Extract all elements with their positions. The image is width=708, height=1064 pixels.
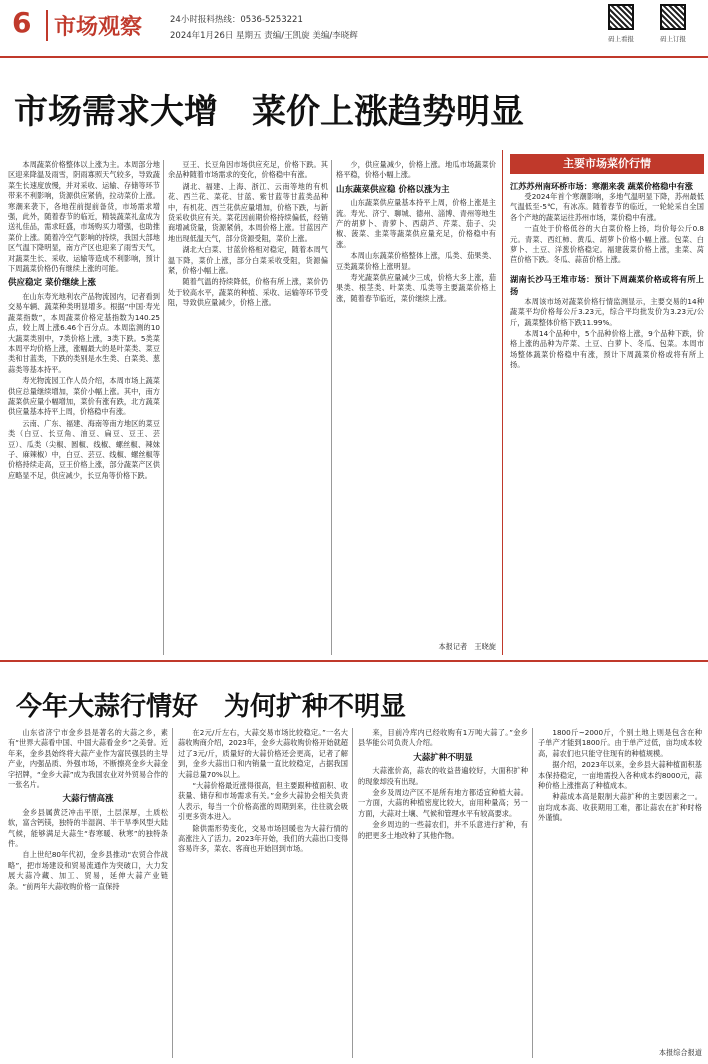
paragraph: 本周该市场对蔬菜价格行情监测显示，主要交易的14种蔬菜平均价格每公斤3.23元，综合平均批发价为3.23元/公斤，蔬菜整体价格下跌11.99%。 bbox=[510, 296, 704, 327]
paragraph: 湖北、福建、上海、浙江、云南等地的有机花、西兰花、菜花、甘蓝、紫甘蓝等甘蓝类品种中，有机花、西兰花供应量增加，价格下跌，与新货采收供应有关。菜花因前期价格持续偏低，经销商增减货量，货源紧俏，本周价格上涨。甘蓝因产地出现低温天气，部分货源受阻，菜价上涨。 bbox=[168, 181, 328, 243]
paragraph: “大蒜价格最近涨得很高，但主要跟种植面积、收获量、储存和市场需求有关。”金乡大蒜协会相关负责人表示，每当一个价格高涨的周期到来，往往就会吸引更多资本进入。 bbox=[178, 781, 348, 822]
paragraph: 除供需形势变化，交易市场回暖也为大蒜行情的高涨注入了活力。2023年开始，我们的大蒜出口变得容易许多，菜农、客商也开始回到市场。 bbox=[178, 823, 348, 854]
paragraph: 1800斤~2000斤，个别土地上则是包含在种子单产才能到1800斤。由于单产过低，亩均成本较高，蒜农们也只能守住现有的种植规模。 bbox=[538, 728, 702, 758]
byline: 本报综合报道 bbox=[658, 1048, 702, 1057]
article1-col1 bbox=[8, 160, 160, 655]
column-divider bbox=[163, 160, 164, 655]
article1-col2 bbox=[168, 160, 328, 655]
article2-col1 bbox=[8, 728, 168, 1058]
paragraph: 本周山东蔬菜价格整体上涨，瓜类、茄果类、豆类蔬菜价格上涨明显。 bbox=[336, 251, 496, 271]
section-title: 市场观察 bbox=[46, 10, 142, 41]
hotline: 24小时报料热线：0536-5253221 bbox=[170, 15, 303, 25]
paragraph: 湖北大白菜、甘蓝价格相对稳定，随着本周气温下降，菜价上涨，部分白菜采收受阻，货源偏紧，价格小幅上涨。 bbox=[168, 245, 328, 276]
article2-col4 bbox=[538, 728, 702, 1046]
subheading: 大蒜扩种不明显 bbox=[413, 752, 473, 763]
column-divider bbox=[352, 728, 353, 1058]
column-divider bbox=[532, 728, 533, 1058]
article2-col2 bbox=[178, 728, 348, 1058]
subheading: 供应稳定 菜价继续上涨 bbox=[8, 278, 96, 289]
paragraph: 金乡及周边产区不是所有地方都适宜种植大蒜。一方面，大蒜的种植密度比较大，亩用种量高；另一方面，大蒜对土壤、气候和管理水平有较高要求。 bbox=[358, 788, 528, 818]
article1-headline: 市场需求大增 菜价上涨趋势明显 bbox=[14, 92, 524, 132]
paragraph: 大蒜涨价高，蒜农的收益普遍较好，大面积扩种的现象却没有出现。 bbox=[358, 766, 528, 786]
paragraph: 山东蔬菜供应量基本持平上周，价格上涨是主流。寿光、济宁、聊城、德州、淄博、青州等地生产的胡萝卜、青萝卜、西葫芦、芹菜、茄子、尖椒、菠菜、韭菜等蔬菜供应量充足，价格稳中有涨。 bbox=[336, 198, 496, 249]
paragraph: 本周蔬菜价格整体以上涨为主。本周部分地区迎来降温及雨雪，阴雨寡照天气较多，导致蔬菜生长速度放慢，并对采收、运输、存储等环节带来不利影响，货源供应紧俏，拉动菜价上涨。寒潮来袭下，各地茬前提前备货，市场需求增强，此外，随着春节的临近，精装蔬菜礼盒成为送礼佳品，需求旺盛，市场购买力增强，也助推菜价上涨。随着冷空气影响的持续，我国大部地区气温下降明显，南方产区也迎来了雨雪天气，对蔬菜生长、采收、运输等造成不利影响，预计下周蔬菜价格仍有继续上涨的可能。 bbox=[8, 160, 160, 274]
column-divider bbox=[331, 160, 332, 655]
qr-code-icon[interactable] bbox=[608, 4, 634, 30]
paragraph: 一直处于价格低谷的大白菜价格上扬，均价每公斤0.8元。青菜、西红柿、黄瓜、胡萝卜价格小幅上涨。包菜、白萝卜、土豆、洋葱价格稳定。福建菠菜价格上涨，韭菜、莴苣价格下跌。冬瓜、蒜苗价格上涨。 bbox=[510, 224, 704, 265]
paragraph: 来，目前冷库内已经收购有1万吨大蒜了。”金乡县华能公司负责人介绍。 bbox=[358, 728, 528, 748]
paragraph: 自上世纪80年代初，金乡县推动“农贸合作战略”，把市场建设和贸易流通作为突破口，大力发展大蒜冷藏、加工、贸易，延伸大蒜产业链条。“前两年大蒜收购价格一直保持 bbox=[8, 850, 168, 891]
article2-col3 bbox=[358, 728, 528, 1058]
paragraph: 寿光物流园工作人员介绍，本周市场上蔬菜供应总量继续增加，菜价小幅上涨。其中，南方蔬菜供应量小幅增加，菜价有涨有跌，北方蔬菜供应量基本持平上周，价格稳中有涨。 bbox=[8, 376, 160, 417]
page-number: 6 bbox=[12, 6, 32, 39]
subheading: 山东蔬菜供应稳 价格以涨为主 bbox=[336, 184, 450, 195]
paragraph: 豆王、长豆角因市场供应充足，价格下跌。其余品种随着市场需求的变化，价格稳中有涨。 bbox=[168, 160, 328, 180]
paragraph: 在2元/斤左右，大蒜交易市场比较稳定。”一名大蒜收购商介绍，2023年，金乡大蒜收购价格开始就超过了3元/斤，质量好的大蒜价格还会更高，记者了解到，金乡大蒜出口和内销量一直比较稳定，占据我国大蒜总量70%以上。 bbox=[178, 728, 348, 779]
paragraph: 受2024年首个寒潮影响，多地气温明显下降，苏州最低气温低至-5℃，有冰冻。随着春节的临近，一轮轮采自全国各个产地的蔬菜运往苏州市场，菜价稳中有涨。 bbox=[510, 192, 704, 222]
paragraph: 少，供应量减少，价格上涨。地瓜市场蔬菜价格平稳，价格小幅上涨。 bbox=[336, 160, 496, 180]
paragraph: 云南、广东、福建、海南等南方地区的菜豆类（白豆、长豆角、油豆、扁豆、豆王、芸豆）、瓜类（尖椒、圆椒、线椒、螺丝椒、辣妹子、麻辣椒）中，白豆、芸豆、线椒、螺丝椒等价格持续走高，豆王价格上涨，部分蔬菜产区供应略显不足，供应减少，长豆角等价格下跌。 bbox=[8, 418, 160, 480]
paragraph: 金乡周边的一些蒜农们，并不乐意进行扩种，有的把更多土地改种了其他作物。 bbox=[358, 820, 528, 840]
paragraph: 据介绍，2023年以来，金乡县大蒜种植面积基本保持稳定，一亩地需投入各种成本约8000元，蒜种价格上涨推高了种植成本。 bbox=[538, 760, 702, 791]
paragraph: 本周14个品种中，5个品种价格上涨，9个品种下跌，价格上涨的品种为芹菜、土豆、白萝卜、冬瓜、包菜。本周市场整体蔬菜价格稳中有涨，预计下周蔬菜价格或将有所上扬。 bbox=[510, 329, 704, 370]
sidebar-body bbox=[510, 180, 704, 655]
subheading: 大蒜行情高涨 bbox=[62, 794, 114, 805]
qr-code-icon[interactable] bbox=[660, 4, 686, 30]
column-divider bbox=[172, 728, 173, 1058]
article-separator bbox=[0, 660, 708, 662]
sidebar-banner: 主要市场菜价行情 bbox=[510, 154, 704, 174]
dateline: 2024年1月26日 星期五 责编/王凯旋 美编/李晓辉 bbox=[170, 31, 358, 41]
paragraph: 在山东寿光地利农产品物流园内，记者看到交易车辆、蔬菜种类明显增多。根据“中国·寿光蔬菜指数”，本周蔬菜价格定基指数为140.25点，较上周上涨6.46个百分点。本周监测的10大蔬菜类别中，7类价格上涨，3类下跌。5类菜本周平均价格上涨，涨幅最大的是叶菜类、菜豆类和甘蓝类，下跌的类别是水生类、白菜类、葱蒜类等基本持平。 bbox=[8, 291, 160, 374]
paragraph: 种蒜成本高是限制大蒜扩种的主要因素之一。亩均成本高、收获期用工难，都让蒜农在扩种时格外谨慎。 bbox=[538, 792, 702, 823]
qr-label: 码上订报 bbox=[660, 35, 686, 43]
paragraph: 金乡县属黄泛冲击平原，土层深厚，土质松软，富含钙镁，独特的半湿润、半干旱季风型大陆气候，能够满足大蒜生“春寒暖、秋寒”的独特条件。 bbox=[8, 807, 168, 849]
sidebar-border bbox=[502, 150, 503, 655]
qr-label: 码上看报 bbox=[608, 35, 634, 43]
byline: 本报记者 王晓旋 bbox=[438, 642, 496, 651]
paragraph: 寿光蔬菜供应量减少三成，价格大多上涨，茄果类、根茎类、叶菜类、瓜类等主要蔬菜价格上涨，随着春节临近，菜价继续上涨。 bbox=[336, 273, 496, 303]
paragraph: 随着气温的持续降低，价格有所上涨，菜价仍处于较高水平，蔬菜的种植、采收、运输等环节受阻，导致供应量减少，价格上涨。 bbox=[168, 277, 328, 308]
article1-col3 bbox=[336, 160, 496, 640]
sidebar-subheading: 江苏苏州南环桥市场：寒潮来袭 蔬菜价格稳中有涨 bbox=[510, 181, 693, 191]
sidebar-subheading: 湖南长沙马王堆市场：预计下周蔬菜价格或将有所上扬 bbox=[510, 273, 704, 296]
article2-headline: 今年大蒜行情好 为何扩种不明显 bbox=[16, 692, 407, 722]
paragraph: 山东省济宁市金乡县是著名的大蒜之乡，素有“世界大蒜看中国、中国大蒜看金乡”之美誉。近年来，金乡县始终将大蒜产业作为富民强县的主导产业，内强品质、外强市场，不断擦亮金乡大蒜金字招牌，“金乡大蒜”成为我国农业对外贸易合作的一张名片。 bbox=[8, 728, 168, 790]
